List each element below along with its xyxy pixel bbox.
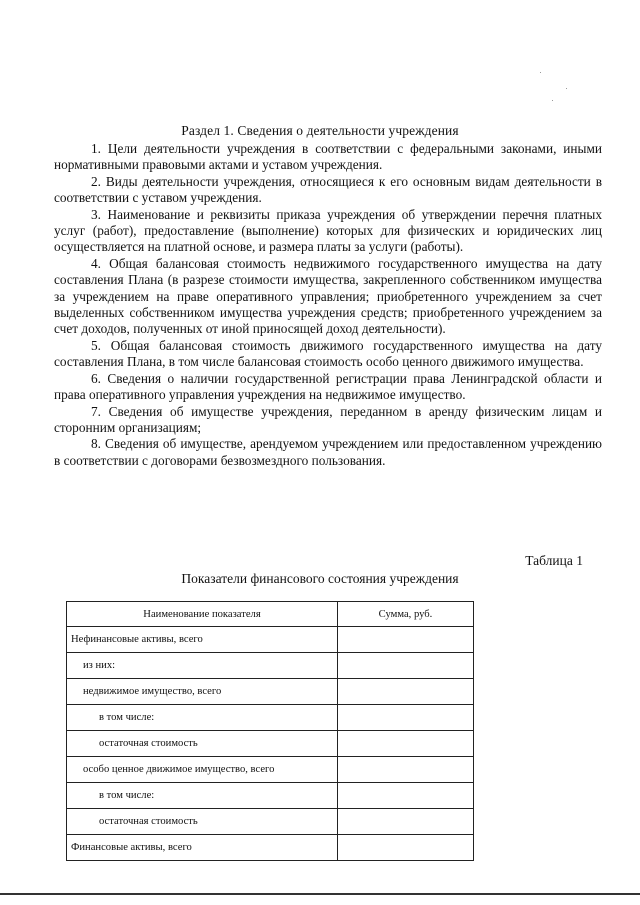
table-row (67, 705, 474, 731)
paragraph-6: 6. Сведения о наличии государственной регистрации права Ленинградской области и права оперативного управления учреждения на недвижимое имущество. (54, 370, 602, 403)
section-body (54, 141, 602, 469)
paragraph-5: 5. Общая балансовая стоимость движимого государственного имущества на дату составления Плана, в том числе балансовая стоимость особо ценного движимого имущества. (54, 337, 602, 370)
column-header-amount: Сумма, руб. (338, 602, 474, 627)
paragraph-7: 7. Сведения об имуществе учреждения, переданном в аренду физическим лицам и сторонним организациям; (54, 403, 602, 435)
financial-indicators-table (66, 601, 474, 861)
section-title: Раздел 1. Сведения о деятельности учреждения (181, 123, 459, 138)
row-value (338, 653, 474, 679)
row-label: Финансовые активы, всего (67, 835, 338, 861)
table-row (67, 809, 474, 835)
row-label: особо ценное движимое имущество, всего (67, 757, 338, 783)
row-value (338, 731, 474, 757)
paragraph-3: 3. Наименование и реквизиты приказа учреждения об утверждении перечня платных услуг (работ), предоставление (выполнение) которых для физических и юридических лиц осуществляется на платной основе, и размера платы за услуги (работы). (54, 206, 602, 255)
table-row (67, 731, 474, 757)
table-row (67, 835, 474, 861)
paragraph-2: 2. Виды деятельности учреждения, относящиеся к его основным видам деятельности в соответствии с уставом учреждения. (54, 173, 602, 206)
table-row (67, 783, 474, 809)
row-label: в том числе: (67, 783, 338, 809)
row-value (338, 627, 474, 653)
paragraph-4: 4. Общая балансовая стоимость недвижимого государственного имущества на дату составления Плана (в разрезе стоимости имущества, закрепленного собственником имущества за учреждением на праве оперативного управления; приобретенного учреждением за счет выделенных собственником имущества учреждения средств; приобретенного учреждением за счет доходов, полученных от иной приносящей доход деятельности). (54, 255, 602, 337)
row-value (338, 757, 474, 783)
row-label: в том числе: (67, 705, 338, 731)
row-label: остаточная стоимость (67, 731, 338, 757)
scan-speck (540, 72, 541, 73)
table-row (67, 627, 474, 653)
table-row (67, 653, 474, 679)
row-label: недвижимое имущество, всего (67, 679, 338, 705)
scan-speck (566, 88, 567, 89)
row-label: Нефинансовые активы, всего (67, 627, 338, 653)
row-label: остаточная стоимость (67, 809, 338, 835)
row-label: из них: (67, 653, 338, 679)
row-value (338, 783, 474, 809)
row-value (338, 809, 474, 835)
row-value (338, 835, 474, 861)
table-row (67, 757, 474, 783)
row-value (338, 679, 474, 705)
table-row (67, 679, 474, 705)
scan-speck (552, 100, 553, 101)
row-value (338, 705, 474, 731)
table-header-row (67, 602, 474, 627)
scan-edge-line (0, 893, 640, 895)
paragraph-1: 1. Цели деятельности учреждения в соответствии с федеральными законами, иными нормативными правовыми актами и уставом учреждения. (54, 141, 602, 173)
column-header-indicator: Наименование показателя (67, 602, 338, 627)
paragraph-8: 8. Сведения об имуществе, арендуемом учреждением или предоставленном учреждению в соответствии с договорами безвозмездного пользования. (54, 436, 602, 468)
table-caption: Показатели финансового состояния учреждения (181, 571, 459, 586)
table-label: Таблица 1 (525, 553, 583, 568)
